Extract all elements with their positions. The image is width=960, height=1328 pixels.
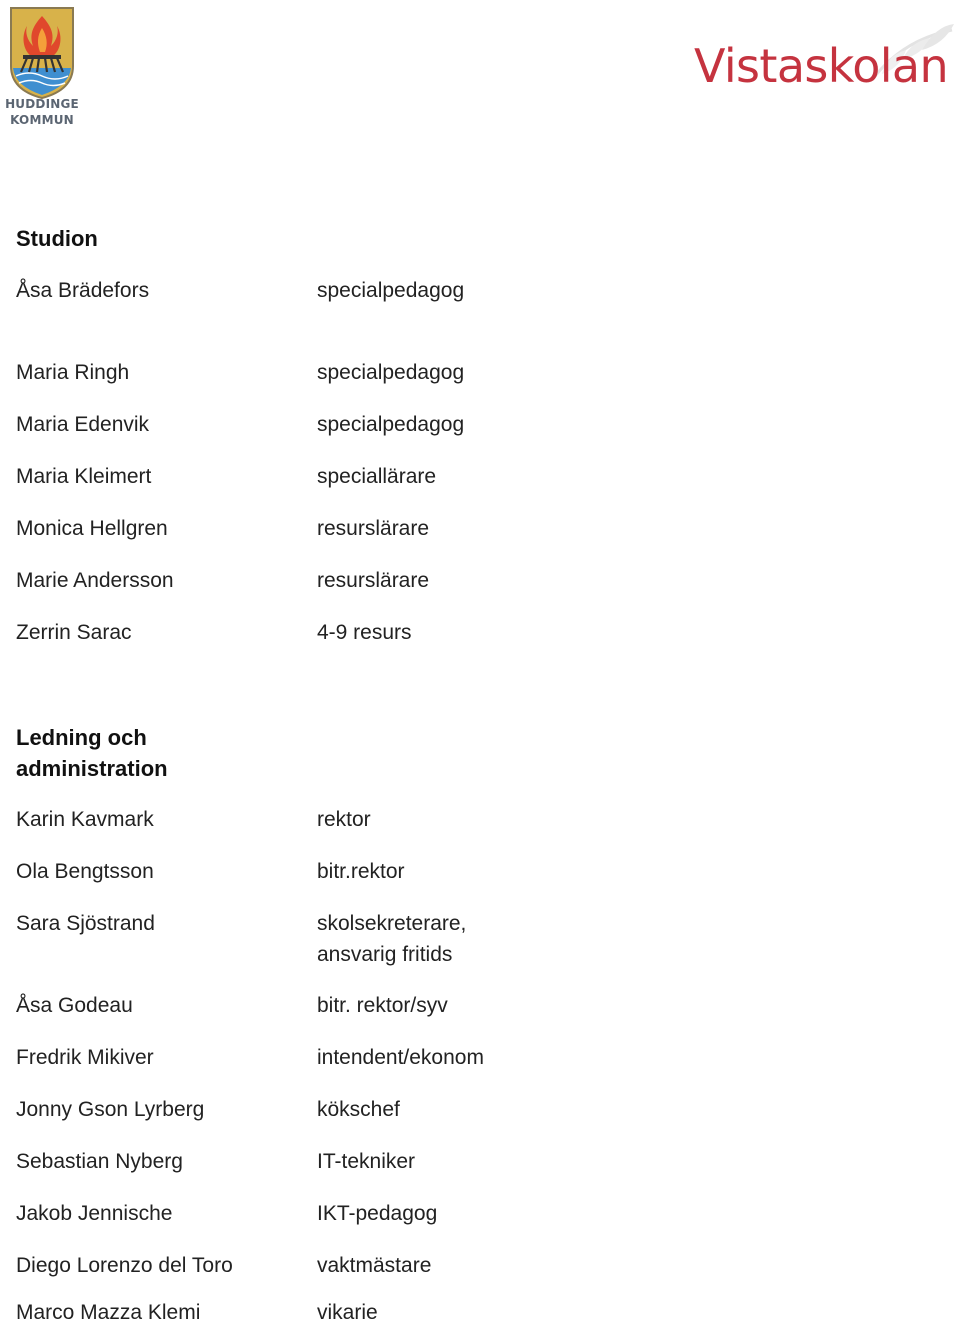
staff-role: kökschef	[317, 1098, 400, 1121]
section-title-administration: administration	[16, 756, 168, 781]
staff-role: resurslärare	[317, 569, 430, 592]
staff-name: Sara Sjöstrand	[16, 912, 155, 935]
staff-role: specialpedagog	[317, 361, 465, 384]
vistaskolan-logo	[692, 20, 958, 100]
staff-name: Marie Andersson	[16, 569, 174, 592]
section-title-ledning: Ledning och	[16, 725, 147, 750]
staff-name: Karin Kavmark	[16, 808, 154, 831]
staff-name: Åsa Godeau	[16, 994, 133, 1017]
staff-role: bitr.rektor	[317, 860, 405, 883]
staff-role: intendent/ekonom	[317, 1046, 484, 1069]
staff-name: Jonny Gson Lyrberg	[16, 1098, 205, 1121]
section-title-studion: Studion	[16, 226, 98, 251]
staff-role: IKT-pedagog	[317, 1202, 438, 1225]
staff-role: 4-9 resurs	[317, 621, 412, 644]
staff-name: Zerrin Sarac	[16, 621, 132, 644]
staff-role: resurslärare	[317, 517, 430, 540]
staff-name: Maria Ringh	[16, 361, 130, 384]
staff-name: Maria Edenvik	[16, 413, 150, 436]
staff-name: Marco Mazza Klemi	[16, 1301, 201, 1324]
staff-name: Maria Kleimert	[16, 465, 152, 488]
staff-name: Sebastian Nyberg	[16, 1150, 183, 1173]
staff-role: specialpedagog	[317, 279, 465, 302]
staff-role: skolsekreterare,	[317, 912, 467, 935]
school-wordmark: Vistaskolan	[694, 39, 949, 93]
staff-name: Fredrik Mikiver	[16, 1046, 154, 1069]
kommun-name-line1: HUDDINGE	[5, 97, 79, 111]
staff-role: rektor	[317, 808, 371, 831]
huddinge-kommun-logo	[2, 4, 82, 128]
staff-role: vikarie	[317, 1301, 378, 1324]
staff-name: Ola Bengtsson	[16, 860, 154, 883]
staff-role-line2: ansvarig fritids	[317, 943, 453, 966]
staff-name: Åsa Brädefors	[16, 279, 150, 302]
staff-name: Jakob Jennische	[16, 1202, 173, 1225]
kommun-name-line2: KOMMUN	[10, 113, 74, 127]
staff-role: IT-tekniker	[317, 1150, 416, 1173]
staff-name: Monica Hellgren	[16, 517, 168, 540]
staff-role: vaktmästare	[317, 1254, 432, 1277]
staff-role: speciallärare	[317, 465, 437, 488]
staff-role: bitr. rektor/syv	[317, 994, 448, 1017]
huddinge-crest-icon	[9, 6, 75, 100]
staff-role: specialpedagog	[317, 413, 465, 436]
staff-name: Diego Lorenzo del Toro	[16, 1254, 233, 1277]
